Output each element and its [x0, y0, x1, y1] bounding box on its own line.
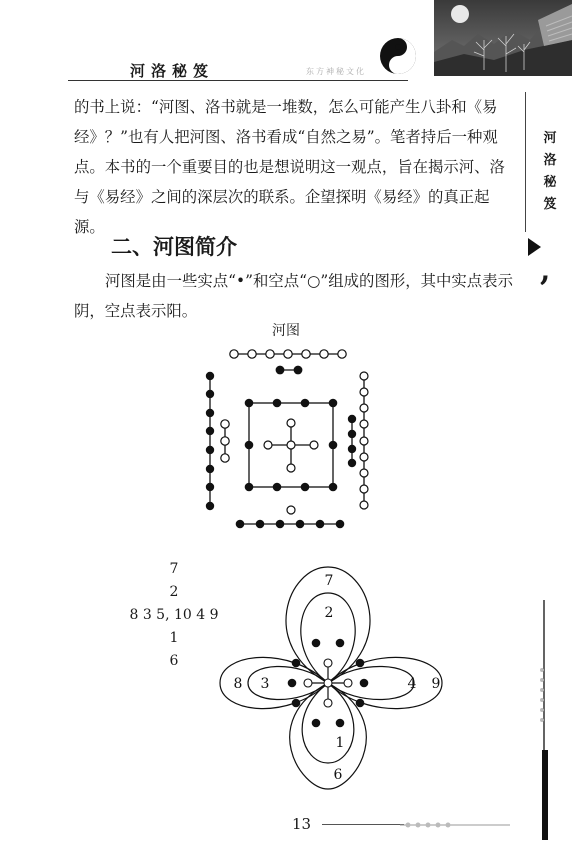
petal-number-top-outer: 7 — [324, 573, 334, 589]
running-header-title: 河洛秘笈 — [130, 62, 215, 80]
number-top-outer: 7 — [169, 561, 179, 577]
footer-rule — [322, 824, 404, 825]
number-top-inner: 2 — [169, 584, 179, 600]
figure-title: 河图 — [272, 323, 300, 339]
petal-number-top-inner: 2 — [324, 605, 334, 621]
side-tab-rule — [525, 92, 526, 232]
side-comma-ornament: , — [540, 253, 551, 288]
petal-number-right-outer: 9 — [431, 676, 441, 692]
number-layout — [124, 558, 224, 673]
petal-number-bottom-inner: 1 — [335, 735, 345, 751]
number-bottom-inner: 1 — [169, 630, 179, 646]
body-paragraph-1: 的书上说：“河图、洛书就是一堆数，怎么可能产生八卦和《易经》？”也有人把河图、洛书看成“自然之易”。笔者持后一种观点。本书的一个重要目的也是想说明这一观点，旨在揭示河、洛与《易经》之间的深层次的联系。企望探明《易经》的真正起源。 — [74, 98, 505, 236]
hetu-dot-diagram — [190, 338, 370, 538]
header-landscape-photo — [434, 0, 572, 76]
petal-number-right-inner: 4 — [407, 676, 417, 692]
body-paragraph-2: 河图是由一些实点“•”和空点“○”组成的图形，其中实点表示阴，空点表示阳。 — [74, 272, 513, 320]
section-heading: 二、河图简介 — [111, 235, 237, 259]
number-middle-row: 8 3 5, 10 4 9 — [129, 607, 219, 623]
petal-number-bottom-outer: 6 — [333, 767, 343, 783]
page-number: 13 — [292, 815, 312, 833]
side-tab-label: 河洛秘笈 — [543, 131, 557, 212]
header-rule — [68, 80, 408, 81]
taiji-icon — [378, 36, 418, 76]
petal-number-left-outer: 8 — [233, 676, 243, 692]
margin-ornament — [520, 600, 560, 840]
number-bottom-outer: 6 — [169, 653, 179, 669]
running-header-faint-text: 东方神秘文化 — [306, 67, 366, 76]
hetu-petal-diagram — [218, 555, 468, 795]
footer-ornament — [400, 817, 510, 833]
petal-number-left-inner: 3 — [260, 676, 270, 692]
